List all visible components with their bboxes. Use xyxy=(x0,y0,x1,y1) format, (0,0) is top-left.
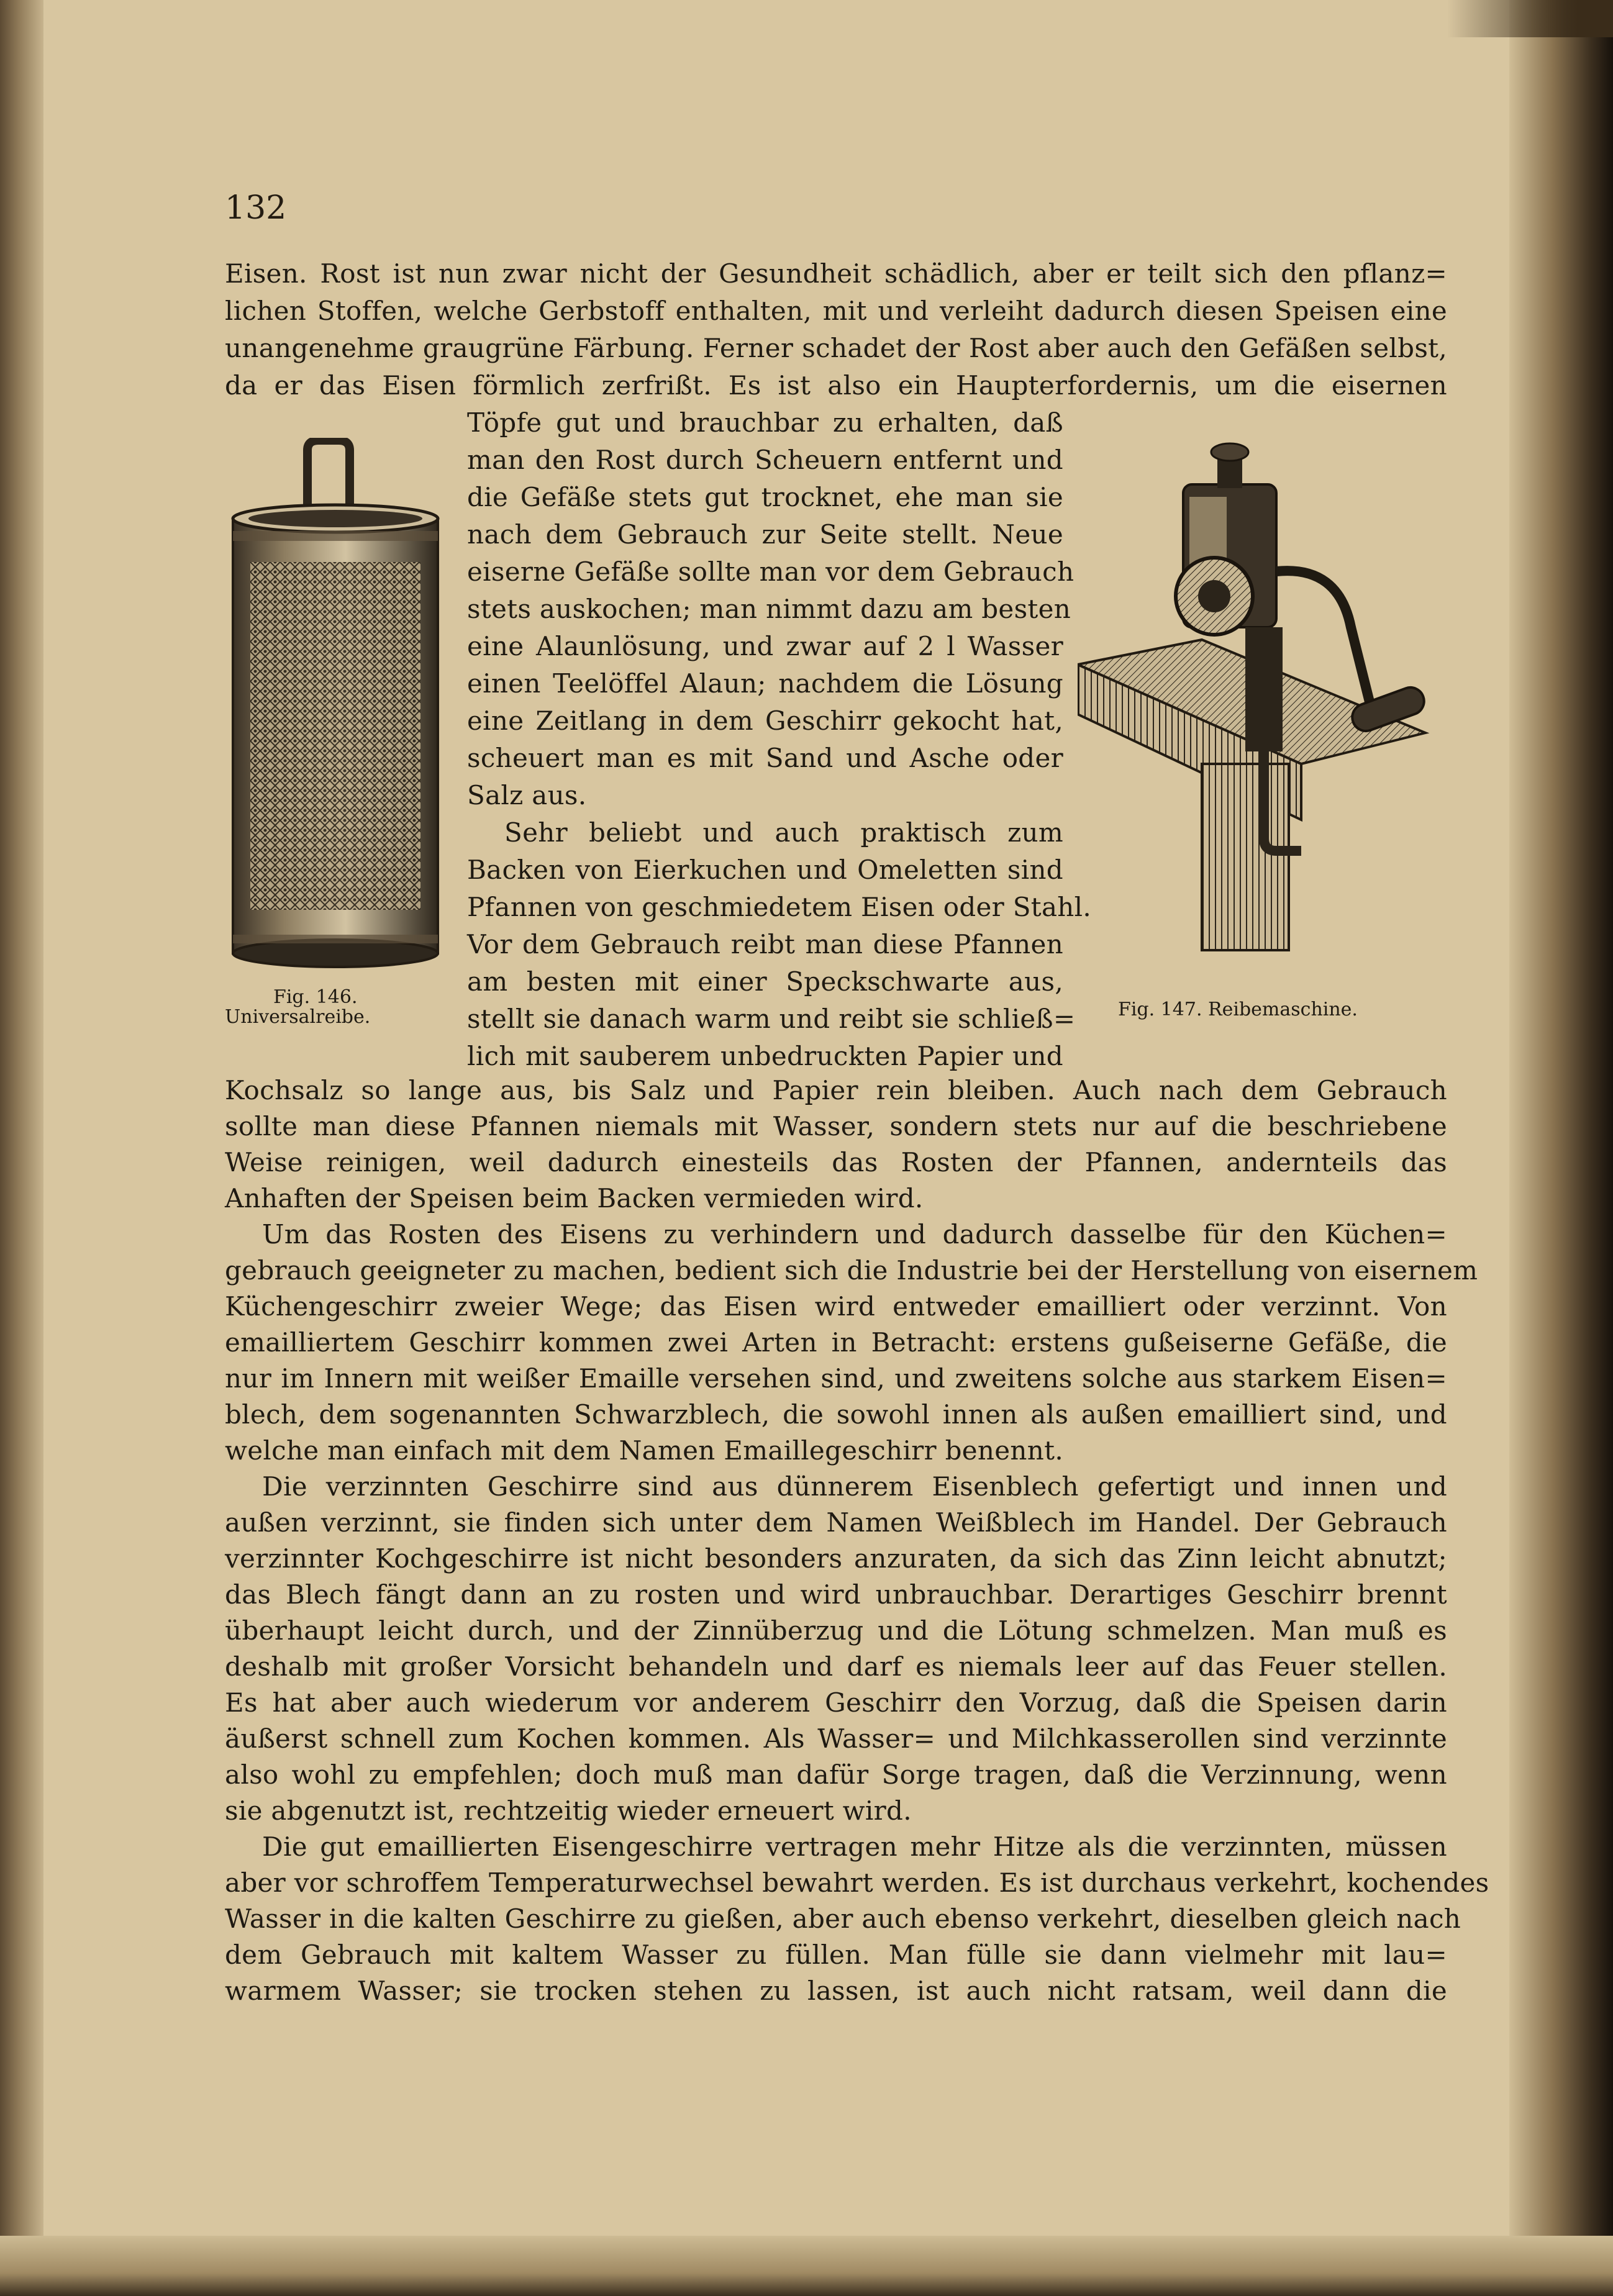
text-line: sollte man diese Pfannen niemals mit Wasser, sondern stets nur auf die beschriebene xyxy=(225,1111,1447,1141)
page-number: 132 xyxy=(225,189,287,227)
text-line: Töpfe gut und brauchbar zu erhalten, daß xyxy=(467,407,1063,438)
text-line: sie abgenutzt ist, rechtzeitig wieder erneuert wird. xyxy=(225,1795,912,1826)
text-line: eine Zeitlang in dem Geschirr gekocht hat, xyxy=(467,706,1063,736)
text-line: Die gut emaillierten Eisengeschirre vertragen mehr Hitze als die verzinnten, müssen xyxy=(262,1831,1447,1862)
text-line: Es hat aber auch wiederum vor anderem Geschirr den Vorzug, daß die Speisen darin xyxy=(225,1687,1447,1718)
text-line: die Gefäße stets gut trocknet, ehe man sie xyxy=(467,482,1063,512)
text-line: stets auskochen; man nimmt dazu am besten xyxy=(467,594,1071,624)
text-line: das Blech fängt dann an zu rosten und wird unbrauchbar. Derartiges Geschirr brennt xyxy=(225,1579,1447,1610)
grinding-machine-illustration xyxy=(1078,441,1444,975)
text-line: emailliertem Geschirr kommen zwei Arten in Betracht: erstens gußeiserne Gefäße, die xyxy=(225,1327,1447,1358)
text-line: Kochsalz so lange aus, bis Salz und Papier rein bleiben. Auch nach dem Gebrauch xyxy=(225,1075,1447,1105)
text-line: lichen Stoffen, welche Gerbstoff enthalten, mit und verleiht dadurch diesen Speisen eine xyxy=(225,296,1447,326)
text-line: Weise reinigen, weil dadurch einesteils das Rosten der Pfannen, andernteils das xyxy=(225,1147,1447,1177)
text-line: Salz aus. xyxy=(467,780,587,810)
book-spine-top xyxy=(1447,0,1613,37)
figure-147-caption: Fig. 147. Reibemaschine. xyxy=(1118,999,1358,1020)
text-line: Backen von Eierkuchen und Omeletten sind xyxy=(467,855,1063,885)
text-line: nach dem Gebrauch zur Seite stellt. Neue xyxy=(467,519,1063,550)
text-line: Wasser in die kalten Geschirre zu gießen, aber auch ebenso verkehrt, dieselben gleich nach xyxy=(225,1904,1461,1934)
text-line: Eisen. Rost ist nun zwar nicht der Gesundheit schädlich, aber er teilt sich den pflanz= xyxy=(225,258,1447,289)
book-gutter xyxy=(1509,0,1613,2296)
text-line: aber vor schroffem Temperaturwechsel bewahrt werden. Es ist durchaus verkehrt, kochendes xyxy=(225,1867,1489,1898)
text-line: warmem Wasser; sie trocken stehen zu lassen, ist auch nicht ratsam, weil dann die xyxy=(225,1976,1447,2006)
text-line: scheuert man es mit Sand und Asche oder xyxy=(467,743,1063,773)
text-line: eiserne Gefäße sollte man vor dem Gebrauch xyxy=(467,556,1075,587)
text-line: da er das Eisen förmlich zerfrißt. Es ist also ein Haupterfordernis, um die eisernen xyxy=(225,370,1447,401)
page-bottom-edge xyxy=(0,2236,1613,2296)
text-line: eine Alaunlösung, und zwar auf 2 l Wasser xyxy=(467,631,1063,661)
text-line: verzinnter Kochgeschirre ist nicht besonders anzuraten, da sich das Zinn leicht abnutzt; xyxy=(225,1543,1447,1574)
page-left-edge xyxy=(0,0,43,2296)
text-line: Vor dem Gebrauch reibt man diese Pfannen xyxy=(467,929,1063,960)
text-line: dem Gebrauch mit kaltem Wasser zu füllen. Man fülle sie dann vielmehr mit lau= xyxy=(225,1940,1447,1970)
text-line: lich mit sauberem unbedruckten Papier und xyxy=(467,1041,1063,1071)
text-line: Sehr beliebt und auch praktisch zum xyxy=(504,817,1063,848)
text-line: gebrauch geeigneter zu machen, bedient sich die Industrie bei der Herstellung von eisernem xyxy=(225,1255,1478,1286)
text-line: unangenehme graugrüne Färbung. Ferner schadet der Rost aber auch den Gefäßen selbst, xyxy=(225,333,1447,363)
text-line: blech, dem sogenannten Schwarzblech, die sowohl innen als außen emailliert sind, und xyxy=(225,1399,1447,1430)
text-line: äußerst schnell zum Kochen kommen. Als Wasser= und Milchkasserollen sind verzinnte xyxy=(225,1723,1447,1754)
text-line: am besten mit einer Speckschwarte aus, xyxy=(467,966,1063,997)
text-line: Anhaften der Speisen beim Backen vermieden wird. xyxy=(225,1183,924,1214)
text-line: man den Rost durch Scheuern entfernt und xyxy=(467,445,1063,475)
grater-illustration xyxy=(220,438,450,991)
text-line: welche man einfach mit dem Namen Emaillegeschirr benennt. xyxy=(225,1435,1063,1466)
text-line: Um das Rosten des Eisens zu verhindern und dadurch dasselbe für den Küchen= xyxy=(262,1219,1447,1250)
text-line: einen Teelöffel Alaun; nachdem die Lösung xyxy=(467,668,1063,699)
text-line: Pfannen von geschmiedetem Eisen oder Stahl. xyxy=(467,892,1092,922)
text-line: überhaupt leicht durch, und der Zinnüberzug und die Lötung schmelzen. Man muß es xyxy=(225,1615,1447,1646)
text-line: Küchengeschirr zweier Wege; das Eisen wird entweder emailliert oder verzinnt. Von xyxy=(225,1291,1447,1322)
text-line: nur im Innern mit weißer Emaille versehen sind, und zweitens solche aus starkem Eisen= xyxy=(225,1363,1447,1394)
text-line: Die verzinnten Geschirre sind aus dünnerem Eisenblech gefertigt und innen und xyxy=(262,1471,1447,1502)
figure-146-number: Fig. 146. xyxy=(273,986,358,1008)
text-line: also wohl zu empfehlen; doch muß man dafür Sorge tragen, daß die Verzinnung, wenn xyxy=(225,1759,1447,1790)
text-line: stellt sie danach warm und reibt sie schließ= xyxy=(467,1004,1076,1034)
figure-146-title: Universalreibe. xyxy=(225,1006,371,1028)
text-line: deshalb mit großer Vorsicht behandeln und darf es niemals leer auf das Feuer stellen. xyxy=(225,1651,1447,1682)
text-line: außen verzinnt, sie finden sich unter dem Namen Weißblech im Handel. Der Gebrauch xyxy=(225,1507,1447,1538)
